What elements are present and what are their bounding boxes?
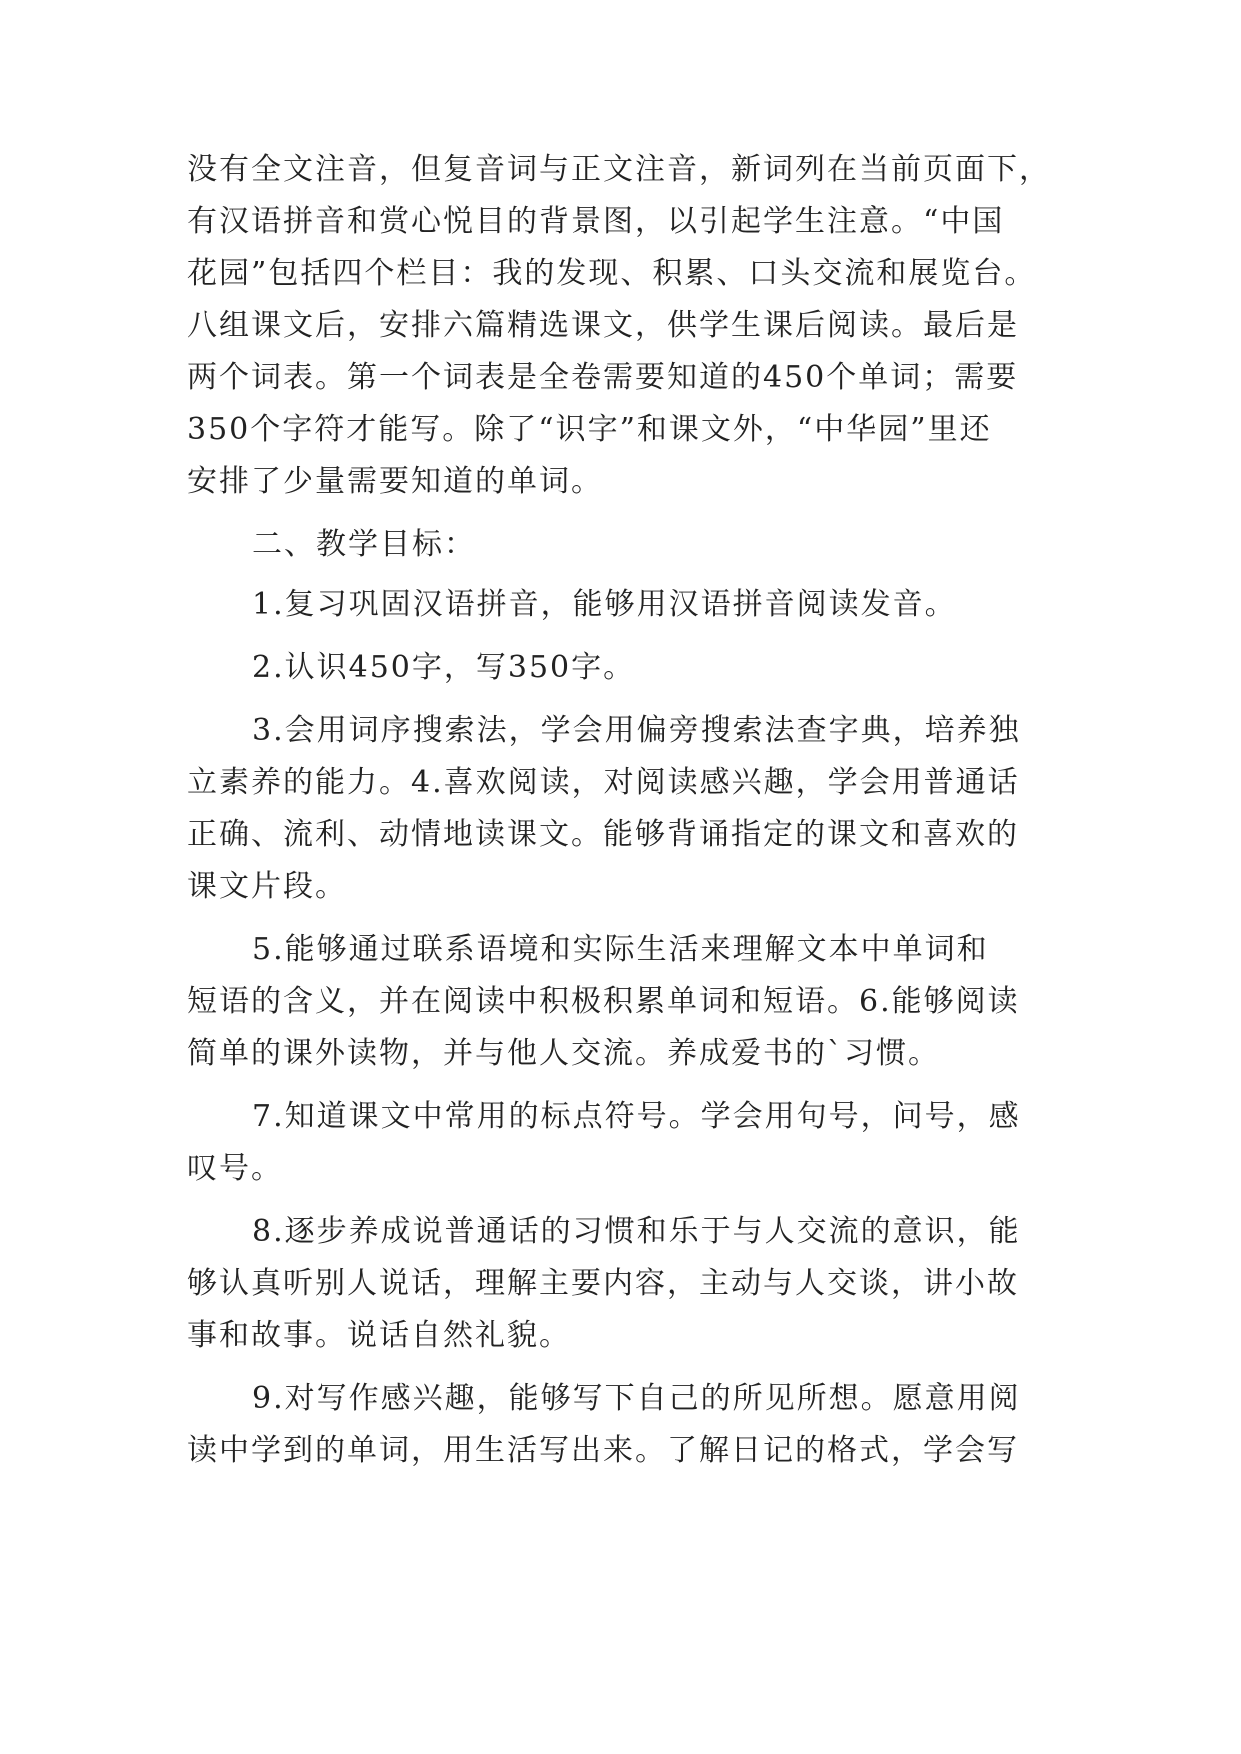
- text-line: 有汉语拼音和赏心悦目的背景图，以引起学生注意。“中国: [187, 204, 1005, 239]
- section-heading: 二、教学目标：: [252, 527, 476, 562]
- text-line: 课文片段。: [187, 869, 347, 904]
- text-line: 简单的课外读物，并与他人交流。养成爱书的`习惯。: [187, 1036, 940, 1071]
- list-item: 7.知道课文中常用的标点符号。学会用句号，问号，感: [252, 1099, 1021, 1134]
- text-line: 立素养的能力。4.喜欢阅读，对阅读感兴趣，学会用普通话: [187, 765, 1020, 800]
- text-line: 叹号。: [187, 1151, 283, 1186]
- list-item: 1.复习巩固汉语拼音，能够用汉语拼音阅读发音。: [252, 587, 957, 622]
- text-line: 两个词表。第一个词表是全卷需要知道的450个单词；需要: [187, 360, 1019, 395]
- list-item: 5.能够通过联系语境和实际生活来理解文本中单词和: [252, 932, 989, 967]
- list-item: 9.对写作感兴趣，能够写下自己的所见所想。愿意用阅: [252, 1381, 1021, 1416]
- text-line: 花园”包括四个栏目：我的发现、积累、口头交流和展览台。: [187, 256, 1037, 291]
- text-line: 安排了少量需要知道的单词。: [187, 464, 603, 499]
- text-line: 正确、流利、动情地读课文。能够背诵指定的课文和喜欢的: [187, 817, 1019, 852]
- text-line: 350个字符才能写。除了“识字”和课文外，“中华园”里还: [187, 412, 992, 447]
- text-line: 八组课文后，安排六篇精选课文，供学生课后阅读。最后是: [187, 308, 1019, 343]
- list-item: 3.会用词序搜索法，学会用偏旁搜索法查字典，培养独: [252, 713, 1021, 748]
- list-item: 2.认识450字，写350字。: [252, 650, 636, 685]
- text-line: 够认真听别人说话，理解主要内容，主动与人交谈，讲小故: [187, 1266, 1019, 1301]
- text-line: 读中学到的单词，用生活写出来。了解日记的格式，学会写: [187, 1433, 1019, 1468]
- text-line: 短语的含义，并在阅读中积极积累单词和短语。6.能够阅读: [187, 984, 1020, 1019]
- text-line: 没有全文注音，但复音词与正文注音，新词列在当前页面下，: [187, 152, 1051, 187]
- text-line: 事和故事。说话自然礼貌。: [187, 1318, 571, 1353]
- list-item: 8.逐步养成说普通话的习惯和乐于与人交流的意识，能: [252, 1214, 1021, 1249]
